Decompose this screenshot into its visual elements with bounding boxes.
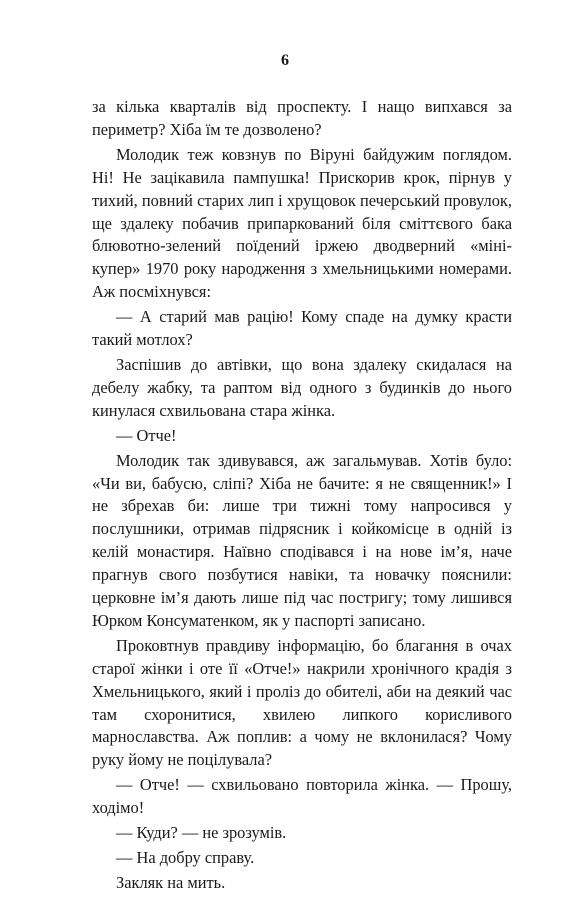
paragraph: — Отче! [116, 425, 177, 445]
paragraph: Молодик так здивувався, аж загальмував. Хотів було: «Чи ви, бабусю, сліпі? Хіба не бачите: я не священник!» І не збрехав би: лише три тижні тому напросився у послушники, отримав підрясник і койкомісце в одній із келій монастиря. Наївно сподівався і на нове ім’я, наче прагнув свого позбутися навіки, та новачку пояснили: церковне ім’я дають лише під час постригу; тому лишився Юрком Консуматенком, як у паспорті записано. [92, 450, 512, 630]
paragraph: — Куди? — не зрозумів. [116, 823, 287, 843]
paragraph: Закляк на мить. [116, 872, 226, 892]
paragraph: Молодик теж ковзнув по Віруні байдужим поглядом. Ні! Не зацікавила пампушка! Прискорив крок, пірнув у тихий, повний старих лип і хрущовок печерський провулок, ще здалеку побачив припаркований біля сміттєвого бака блювотно-зелений поїдений іржею дводверний «міні-купер» 1970 року народження з хмельницькими номерами. Аж посміхнувся: [92, 144, 512, 302]
paragraph: Заспішив до автівки, що вона здалеку скидалася на дебелу жабку, та раптом від одного з будинків до нього кинулася схвильована стара жінка. [92, 354, 512, 420]
page-number: 6 [281, 52, 289, 69]
paragraph: Проковтнув правдиву інформацію, бо благання в очах старої жінки і оте її «Отче!» накрили хронічного крадія з Хмельницького, який і проліз до обителі, аби на деякий час там схоронитися, хвилею липкого корисливого марнославства. Аж поплив: а чому не вклонилася? Чому руку йому не поцілувала? [92, 635, 512, 770]
paragraph: — А старий мав рацію! Кому спаде на думку красти такий мотлох? [92, 307, 512, 350]
body-text [92, 96, 512, 897]
paragraph: — Отче! — схвильовано повторила жінка. — Прошу, ходімо! [92, 775, 512, 818]
paragraph: — На добру справу. [116, 848, 255, 867]
paragraph: за кілька кварталів від проспекту. І нащо випхався за периметр? Хіба їм те дозволено? [92, 97, 512, 139]
